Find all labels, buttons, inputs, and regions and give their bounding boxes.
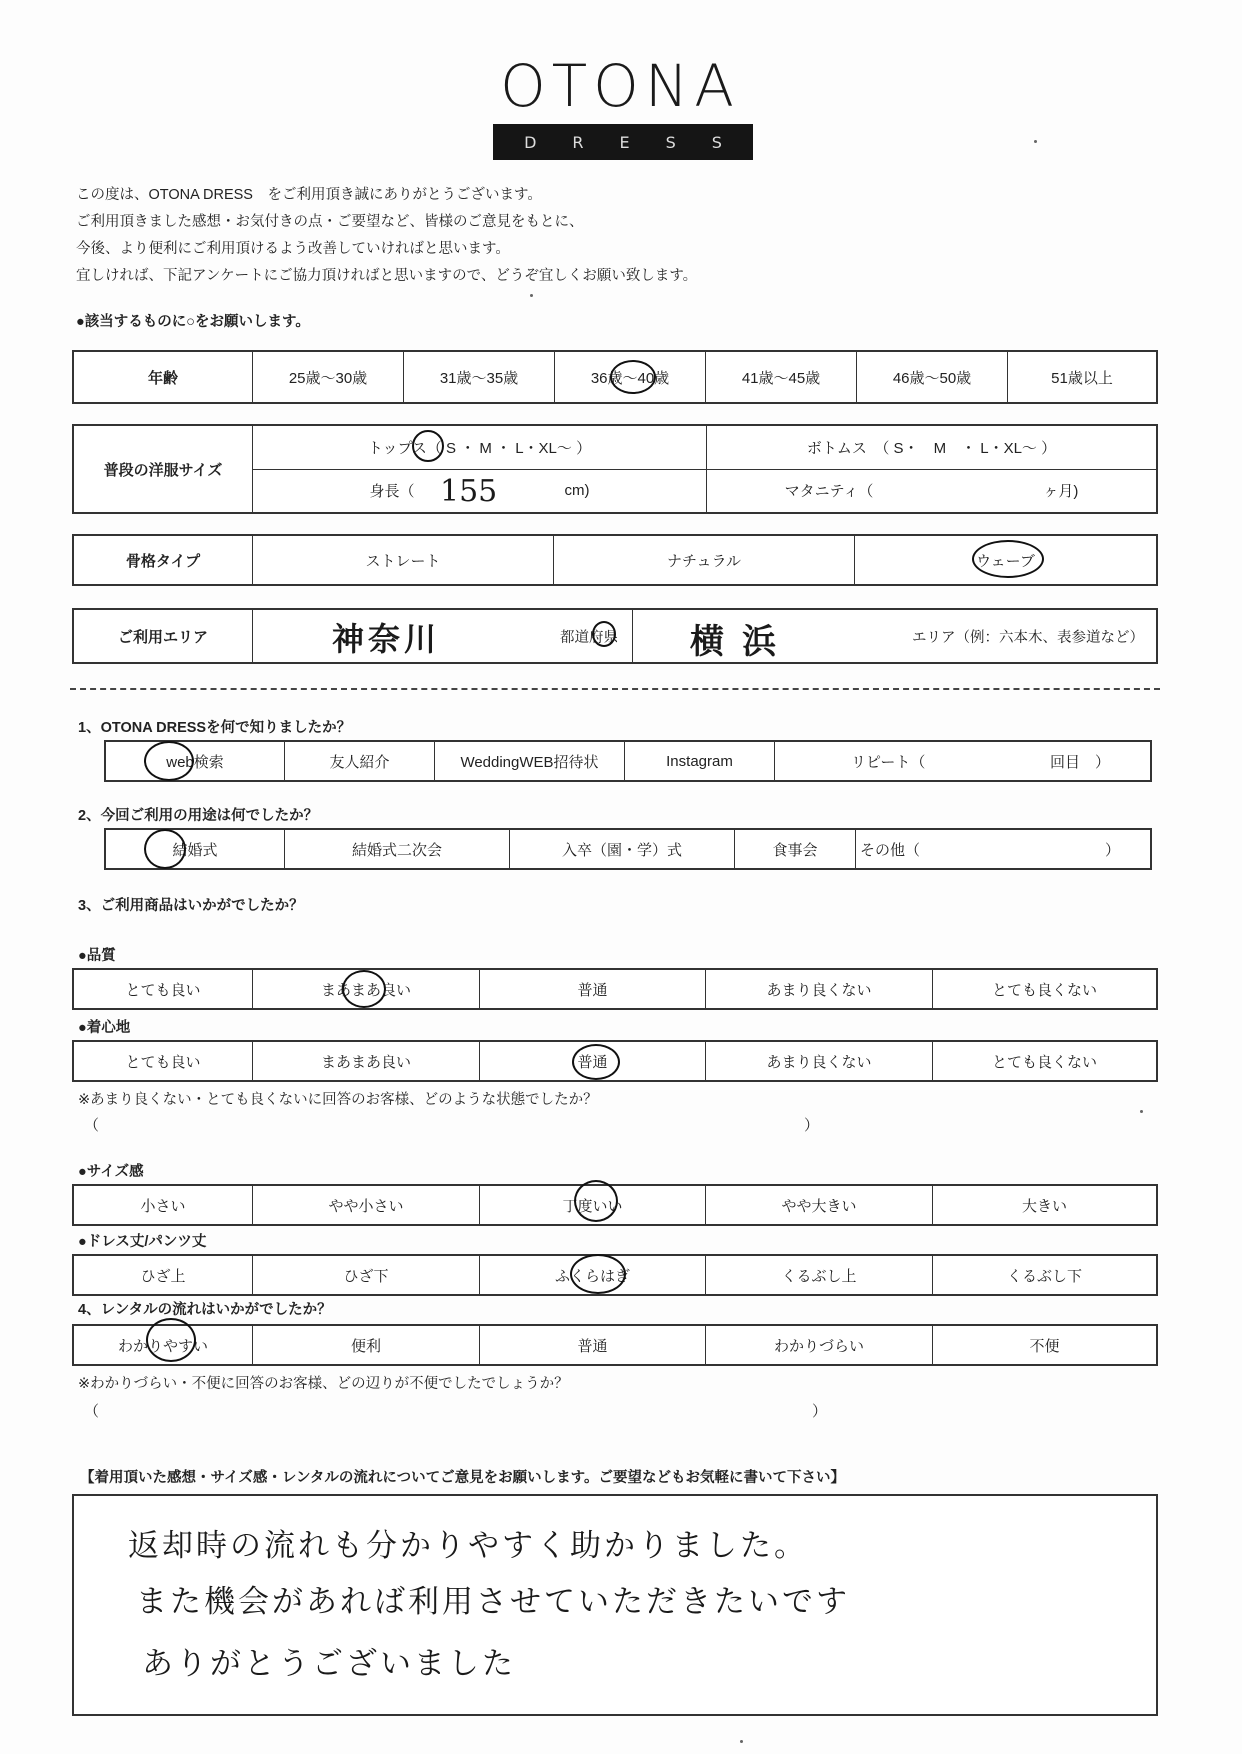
selection-circle [574,1180,618,1222]
selection-circle [972,540,1044,578]
frame-option[interactable]: ストレート [252,536,553,584]
age-option[interactable]: 31歳〜35歳 [403,352,554,402]
comfort-option[interactable]: まあまあ良い [252,1042,479,1080]
scan-speck [1140,1110,1143,1113]
q1-repeat-field[interactable] [774,742,1150,780]
quality-table [72,968,1158,1010]
length-label: ●ドレス丈/パンツ丈 [78,1234,207,1250]
age-option[interactable]: 51歳以上 [1007,352,1156,402]
frame-label: 骨格タイプ [125,552,201,570]
prefecture-field[interactable] [252,610,632,662]
scan-speck [740,1740,743,1743]
q2-option[interactable]: 結婚式二次会 [284,830,509,868]
q4-option[interactable]: 不便 [932,1326,1156,1364]
fit-option[interactable]: 大きい [932,1186,1156,1224]
quality-option[interactable]: 普通 [479,970,705,1008]
height-handwritten: 155 [440,474,498,509]
comment-line: また機会があれば利用させていただきたいです [136,1584,850,1620]
other-close: ） [1104,841,1120,859]
size-table [72,424,1158,514]
frame-option[interactable]: ウェーブ [854,536,1156,584]
intro-line: この度は、OTONA DRESS をご利用頂き誠にありがとうございます。 [76,187,542,203]
fit-option[interactable]: 小さい [140,1197,186,1215]
age-option[interactable]: 46歳〜50歳 [856,352,1007,402]
comfort-option[interactable]: とても良い [125,1053,201,1071]
length-option[interactable]: ひざ下 [252,1256,479,1294]
age-option[interactable]: 25歳〜30歳 [252,352,403,402]
selection-circle [144,829,186,869]
q2-table [104,828,1152,870]
q2-option[interactable]: 結婚式 [172,841,218,859]
quality-option[interactable]: とても良い [125,981,201,999]
selection-circle [610,360,656,394]
comfort-option[interactable]: とても良くない [932,1042,1156,1080]
q4-option[interactable]: 便利 [252,1326,479,1364]
height-unit: cm) [564,482,590,500]
height-label: 身長（ [369,483,415,501]
selection-circle [342,970,386,1008]
selection-circle [570,1254,626,1294]
age-label: 年齢 [147,369,178,387]
bottoms-text: ボトムス （ S・ M ・ L・XL〜 ） [806,439,1057,457]
comfort-option[interactable]: あまり良くない [705,1042,932,1080]
fit-label: ●サイズ感 [78,1164,144,1180]
bottoms-row[interactable] [707,426,1156,469]
repeat-count-label: 回目 ） [1049,753,1110,771]
quality-option[interactable]: とても良くない [932,970,1156,1008]
q4-note: ※わかりづらい・不便に回答のお客様、どの辺りが不便でしたでしょうか？ [78,1376,569,1392]
scan-speck [1034,140,1037,143]
fit-option[interactable]: 丁度いい [479,1186,705,1224]
intro-line: 宜しければ、下記アンケートにご協力頂ければと思いますので、どうぞ宜しくお願い致します。 [76,268,698,284]
prefecture-suffix: 都道府県 [560,629,618,646]
q4-option[interactable]: 普通 [479,1326,705,1364]
q1-table [104,740,1152,782]
repeat-label: リピート（ [851,753,926,771]
size-label: 普段の洋服サイズ [103,461,223,479]
q2-other-field[interactable] [855,830,1150,868]
fit-option[interactable]: やや大きい [705,1186,932,1224]
selection-circle [144,741,194,781]
q2-option[interactable]: 入卒（園・学）式 [509,830,734,868]
fit-option[interactable]: やや小さい [252,1186,479,1224]
comfort-option[interactable]: 普通 [479,1042,705,1080]
brand-logo-sub: DRESS [493,124,753,160]
q4-option[interactable]: わかりづらい [705,1326,932,1364]
comfort-note: ※あまり良くない・とても良くないに回答のお客様、どのような状態でしたか？ [78,1092,598,1108]
q1-option[interactable]: WeddingWEB招待状 [434,742,624,780]
intro-line: ご利用頂きました感想・お気付きの点・ご要望など、皆様のご意見をもとに、 [76,214,584,230]
instruction-heading: ●該当するものに○をお願いします。 [76,314,310,330]
comfort-label: ●着心地 [78,1020,131,1036]
length-option[interactable]: ひざ上 [140,1267,186,1285]
comment-line: ありがとうございました [142,1646,516,1682]
selection-circle [592,621,616,647]
quality-option[interactable]: あまり良くない [705,970,932,1008]
quality-option[interactable]: まあまあ良い [252,970,479,1008]
q1-option[interactable]: 友人紹介 [284,742,434,780]
selection-circle [146,1318,196,1362]
paren-open: （ [84,1403,100,1420]
selection-circle [572,1044,620,1080]
scan-speck [530,294,533,297]
q4-table [72,1324,1158,1366]
paren-open: （ [84,1117,100,1134]
maternity-row[interactable] [707,469,1156,513]
size-right-col [706,426,1156,512]
area-label: ご利用エリア [117,628,208,646]
paren-close: ） [804,1117,820,1134]
intro-line: 今後、より便利にご利用頂けるよう改善していければと思います。 [76,241,510,257]
q1-option[interactable]: web検索 [166,753,224,771]
length-option[interactable]: くるぶし上 [705,1256,932,1294]
brand-logo: OTONA [500,52,740,120]
q1-title: 1、OTONA DRESSを何で知りましたか？ [78,720,352,736]
other-label: その他（ [860,841,921,859]
q2-option[interactable]: 食事会 [734,830,855,868]
quality-label: ●品質 [78,948,116,964]
tops-row[interactable] [253,426,706,469]
q1-option[interactable]: Instagram [624,742,774,780]
paren-close: ） [812,1403,828,1420]
comment-title: 【着用頂いた感想・サイズ感・レンタルの流れについてご意見をお願いします。ご要望などもお気軽に書いて下さい】 [80,1470,845,1486]
tops-text: トップス（ S ・ M ・ L・XL〜 ） [367,439,592,457]
prefecture-handwritten: 神奈川 [332,620,441,658]
comment-line: 返却時の流れも分かりやすく助かりました。 [128,1528,808,1564]
city-handwritten: 横浜 [690,622,794,662]
q2-title: 2、今回ご利用の用途は何でしたか？ [78,808,319,824]
age-option[interactable]: 41歳〜45歳 [705,352,856,402]
length-option[interactable]: ふくらはぎ [479,1256,705,1294]
q4-option[interactable]: わかりやすい [117,1337,208,1355]
intro-text [76,182,697,290]
q4-title: 4、レンタルの流れはいかがでしたか？ [78,1302,332,1318]
maternity-label: マタニティ（ [784,483,874,501]
frame-option[interactable]: ナチュラル [553,536,854,584]
q3-title: 3、ご利用商品はいかがでしたか？ [78,898,304,914]
length-option[interactable]: くるぶし下 [932,1256,1156,1294]
area-hint: エリア（例：六本木、表参道など） [912,629,1144,646]
selection-circle [412,430,444,462]
divider [70,688,1160,690]
maternity-unit: ヶ月) [1043,483,1079,501]
age-option[interactable]: 36歳〜40歳 [554,352,705,402]
